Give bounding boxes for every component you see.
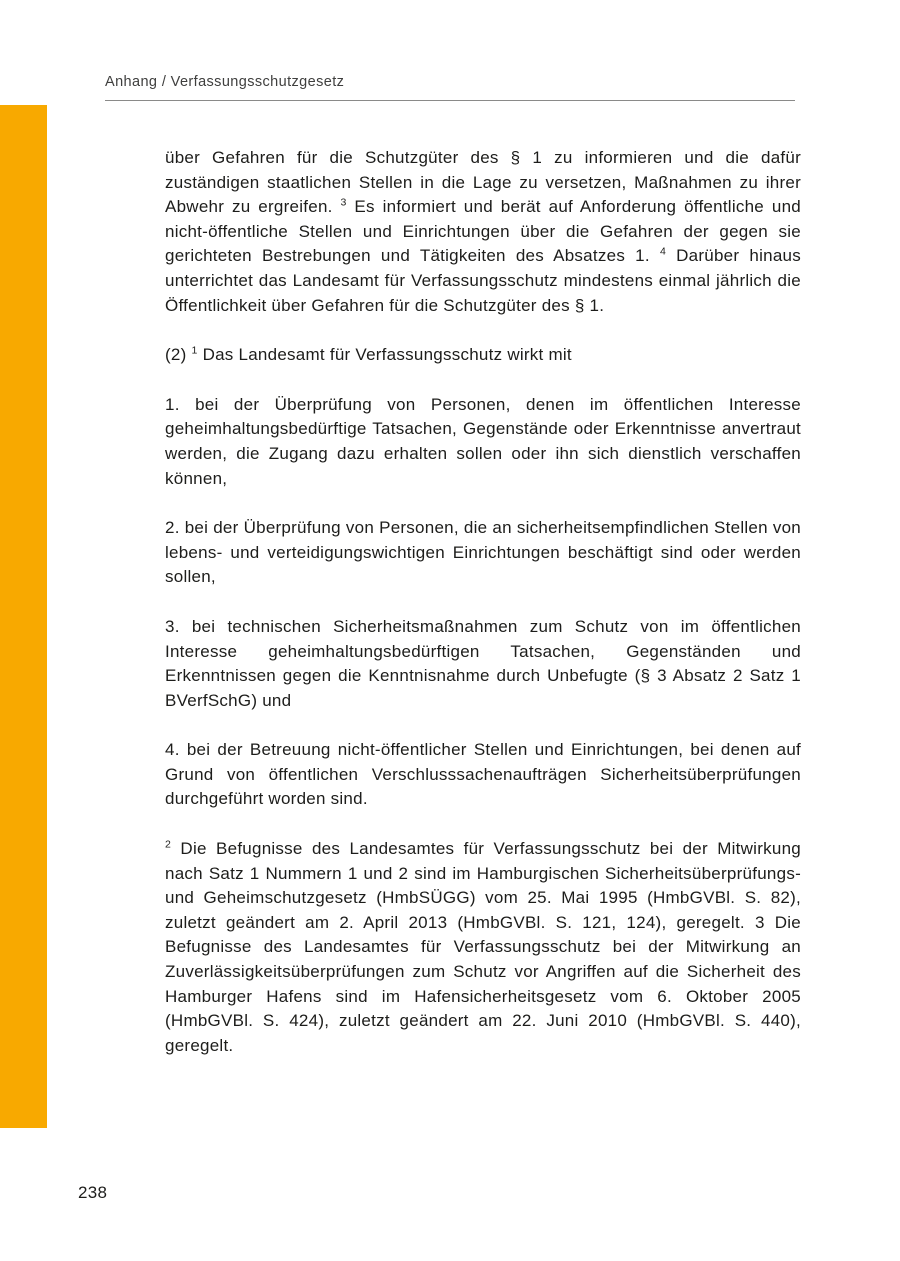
page-header bbox=[105, 74, 795, 101]
text-segment: (2) bbox=[165, 345, 192, 365]
accent-bar bbox=[0, 105, 47, 1128]
text-segment: Es informiert und berät auf Anforderung öffentliche und nicht-öffentliche Stellen und Einrichtungen über die Gefahren der gegen sie gerichteten Bestrebungen und Tätigkeiten des Absatzes 1. bbox=[165, 197, 801, 266]
list-item-1 bbox=[165, 393, 801, 491]
list-item-2 bbox=[165, 516, 801, 590]
footnote-ref: 3 bbox=[340, 196, 347, 209]
footnote-ref: 2 bbox=[165, 838, 172, 851]
text-segment: Darüber hinaus unterrichtet das Landesamt für Verfassungsschutz mindestens einmal jährlich die Öffentlichkeit über Gefahren für die Schutzgüter des § 1. bbox=[165, 246, 801, 315]
footnote-ref: 4 bbox=[659, 245, 667, 258]
text-segment: Das Landesamt für Verfassungsschutz wirkt mit bbox=[197, 345, 572, 365]
text-segment: über Gefahren für die Schutzgüter des § 1 zu informieren und die dafür zuständigen staatlichen Stellen in die Lage zu versetzen, Maßnahmen zu ihrer Abwehr zu ergreifen. bbox=[165, 148, 801, 217]
list-item-4 bbox=[165, 738, 801, 812]
page-number: 238 bbox=[78, 1183, 108, 1202]
content bbox=[165, 146, 801, 1083]
text-segment: 3. bei technischen Sicherheitsmaßnahmen zum Schutz von im öffentlichen Interesse geheimhaltungsbedürftigen Tatsachen, Gegenständen und Erkenntnissen gegen die Kenntnisnahme durch Unbefugte (§ 3 Absatz 2 Satz 1 BVerfSchG) und bbox=[165, 616, 801, 710]
paragraph-absatz-2-intro bbox=[165, 343, 801, 368]
header-title: Anhang / Verfassungsschutzgesetz bbox=[105, 74, 345, 90]
text-segment: 1. bei der Überprüfung von Personen, denen im öffentlichen Interesse geheimhaltungsbedürftige Tatsachen, Gegenstände oder Erkenntnisse anvertraut werden, die Zugang dazu erhalten sollen oder ihn sich dienstlich verschaffen können, bbox=[165, 394, 801, 488]
paragraph-absatz-1-continuation bbox=[165, 146, 801, 318]
footnote-ref: 1 bbox=[191, 344, 198, 357]
paragraph-befugnisse bbox=[165, 837, 801, 1058]
list-item-3 bbox=[165, 615, 801, 713]
text-segment: 4. bei der Betreuung nicht-öffentlicher Stellen und Einrichtungen, bei denen auf Grund von öffentlichen Verschlusssachenaufträgen Sicherheitsüberprüfungen durchgeführt worden sind. bbox=[165, 740, 801, 809]
text-segment: Die Befugnisse des Landesamtes für Verfassungsschutz bei der Mitwirkung nach Satz 1 Nummern 1 und 2 sind im Hamburgischen Sicherheitsüberprüfungs- und Geheimschutzgesetz (HmbSÜGG) vom 25. Mai 1995 (HmbGVBl. S. 82), zuletzt geändert am 2. April 2013 (HmbGVBl. S. 121, 124), geregelt. 3 Die Befugnisse des Landesamtes für Verfassungsschutz bei der Mitwirkung an Zuverlässigkeitsüberprüfungen zum Schutz vor Angriffen auf die Sicherheit des Hamburger Hafens sind im Hafensicherheitsgesetz vom 6. Oktober 2005 (HmbGVBl. S. 424), zuletzt geändert am 22. Juni 2010 (HmbGVBl. S. 440), geregelt. bbox=[165, 839, 801, 1055]
text-segment: 2. bei der Überprüfung von Personen, die an sicherheitsempfindlichen Stellen von lebens- und verteidigungswichtigen Einrichtungen beschäftigt sind oder werden sollen, bbox=[165, 518, 801, 587]
